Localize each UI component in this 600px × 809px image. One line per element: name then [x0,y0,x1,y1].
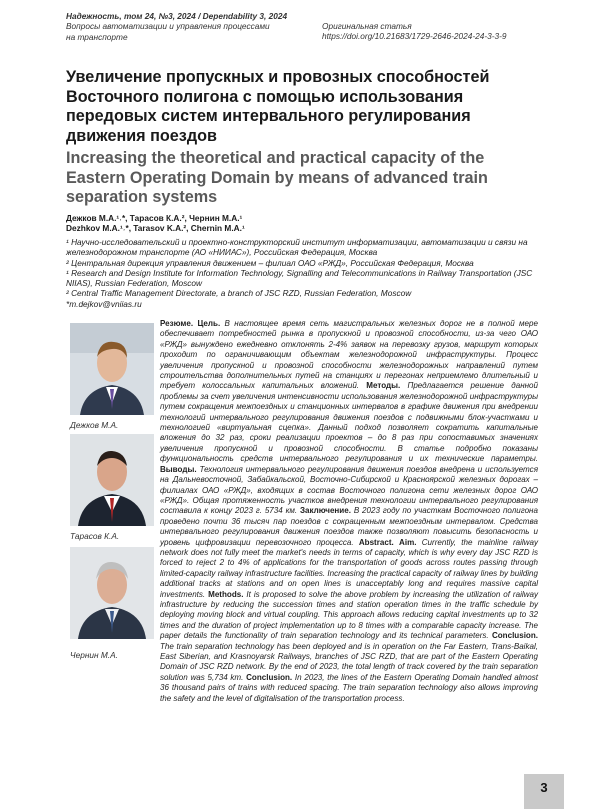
author-photo-chernin [70,547,154,639]
abstract-text [160,319,538,704]
authors-russian: Дежков М.А.¹˒*, Тарасов К.А.², Чернин М.А.¹ [66,213,243,223]
abstract-ru-label: Резюме. [160,319,194,328]
title-english: Increasing the theoretical and practical capacity of the Eastern Operating Domain by means of advanced train separation systems [66,149,488,206]
affiliations [66,237,536,309]
portrait-image [70,434,154,526]
methods-label-en: Methods. [208,589,244,599]
page-number: 3 [540,780,548,795]
portrait-image [70,547,154,639]
photo-caption-tarasov: Тарасов К.А. [70,531,120,541]
article-type: Оригинальная статья [322,21,412,31]
aim-label-en: Aim. [399,537,417,547]
photo-caption-dezhkov: Дежков М.А. [70,420,119,430]
conclusion-label-en-2: Conclusion. [246,672,293,682]
abstract-block [160,319,538,715]
aim-text-en: Currently, the mainline railway network does not fully meet the market's needs in terms of capacity, which is why every day JSC RZD is forced to reject 2 to 4% of applications for the transportation of goods across routes passing through limited-capacity railway infrastructure facilities. Increasing the practical capacity of railway lines by building additional tracks at stations and on open lines is unacceptably long and requires massive capital investments. [160,537,538,599]
page-number-box [524,774,564,809]
affiliation-en-2: ² Central Traffic Management Directorate, a branch of JSC RZD, Russian Federation, Moscow [66,288,412,299]
photo-caption-chernin: Чернин М.А. [70,650,118,660]
conclusion-text-en-2: In 2023, the lines of the Eastern Operating Domain handled almost 36 thousand pairs of trains with reduced spacing. The train separation technology also allows improving the safety and the level of digitalisation of the transportation process. [160,672,538,703]
methods-text-ru: Предлагается решение данной проблемы за счет увеличения интенсивности использования железнодорожной инфраструктуры путем сокращения межпоездных и станционных интервалов в графике движения при внедрении технологий интервального регулирования движения поездов с подвижными блок-участками и технологией «виртуальная сцепка». Данный подход позволяет сократить капитальные вложения до 32 раз, сроки реализации проектов – до 8 раз при сопоставимых значениях увеличения пропускной и провозной способности. В статье подробно показаны функциональность средств интервального регулирования и их технические параметры. [160,381,538,464]
aim-label-ru: Цель. [197,319,221,328]
affiliation-en-1: ¹ Research and Design Institute for Information Technology, Signalling and Telecommunications in Railway Transportation (JSC NIIAS), Russian Federation, Moscow [66,267,533,289]
conclusion-label-ru: Заключение. [299,506,351,516]
author-photo-dezhkov [70,323,154,415]
section-name-line1: Вопросы автоматизации и управления процессами [66,21,270,32]
title-russian: Увеличение пропускных и провозных способностей Восточного полигона с помощью использования передовых систем интервального регулирования движения поездов [66,68,490,145]
results-text-ru: Технология интервального регулирования движения поездов внедрена и используется на Дальневосточной, Забайкальской, Восточно-Сибирской и Красноярской железных дорогах – филиалах ОАО «РЖД», входящих в состав Восточного полигона сети железных дорог ОАО «РЖД». Общая протяженность участков внедрения технологии интервального регулирования составила к концу 2023 г. 5734 км. [160,464,538,516]
corresponding-email[interactable]: *m.dejkov@vniias.ru [66,298,142,309]
conclusion-label-en-1: Conclusion. [491,631,538,641]
authors-english: Dezhkov M.A.¹˒*, Tarasov K.A.², Chernin M.A.¹ [66,223,245,234]
header-right [322,21,562,42]
methods-text-en: It is proposed to solve the above problem by increasing the utilization of railway infrastructure by reducing the succession times and station operation times in the traffic schedule by deploying moving block and virtual coupling. This approach allows reducing capital investments up to 32 times and the duration of project implementation up to 8 times with a comparable capacity increase. The paper details the functionality of train separation technology and its technical parameters. [160,589,538,641]
author-list [66,213,536,234]
portrait-image [70,323,154,415]
doi-link[interactable]: https://doi.org/10.21683/1729-2646-2024-24-3-3-9 [322,31,507,42]
aim-text-ru: В настоящее время сеть магистральных железных дорог не в полной мере обеспечивает потребностей рынка в пропускной и провозной способности, из-за чего ОАО «РЖД» вынуждено ежедневно отклонять 2-4% заявок на перевозку грузов, маршрут которых проходит по ограничивающим объектам железнодорожной инфраструктуры. Процесс увеличения пропускной и провозной способности железнодорожных направлений путем строительства дополнительных путей на станциях и перегонах неприемлемо длительный и требует колоссальных капитальных вложений. [160,319,538,391]
results-label-ru: Выводы. [160,464,197,474]
journal-issue: Надежность, том 24, №3, 2024 / Dependability 3, 2024 [66,11,288,21]
affiliation-ru-1: ¹ Научно-исследовательский и проектно-конструкторский институт информатизации, автоматизации и связи на железнодорожном транспорте (АО «НИИАС»), Российская Федерация, Москва [66,237,528,258]
header-left [66,11,326,42]
affiliation-ru-2: ² Центральная дирекция управления движением – филиал ОАО «РЖД», Российская Федерация, Москва [66,257,474,268]
abstract-en-label: Abstract. [358,537,394,547]
conclusion-text-ru: В 2023 году по участкам Восточного полигона проведено почти 36 тысяч пар поездов с сокращенным межпоездным интервалом. Средства интервального регулирования движения поездов также позволяют повысить безопасность и уровень цифровизации перевозочного процесса. [160,506,538,547]
section-name-line2: на транспорте [66,31,128,42]
conclusion-text-en-1: The train separation technology has been deployed and is in operation on the Far Eastern, Trans-Baikal, East Siberian, and Krasnoyarsk Railways, branches of JSC RZD, that are part of the Eastern Operating Domain of JSC RZD network. By the end of 2023, the total length of track covered by the train separation solution was 5,734 km. [160,641,538,682]
author-photo-tarasov [70,434,154,526]
methods-label-ru: Методы. [366,381,401,391]
